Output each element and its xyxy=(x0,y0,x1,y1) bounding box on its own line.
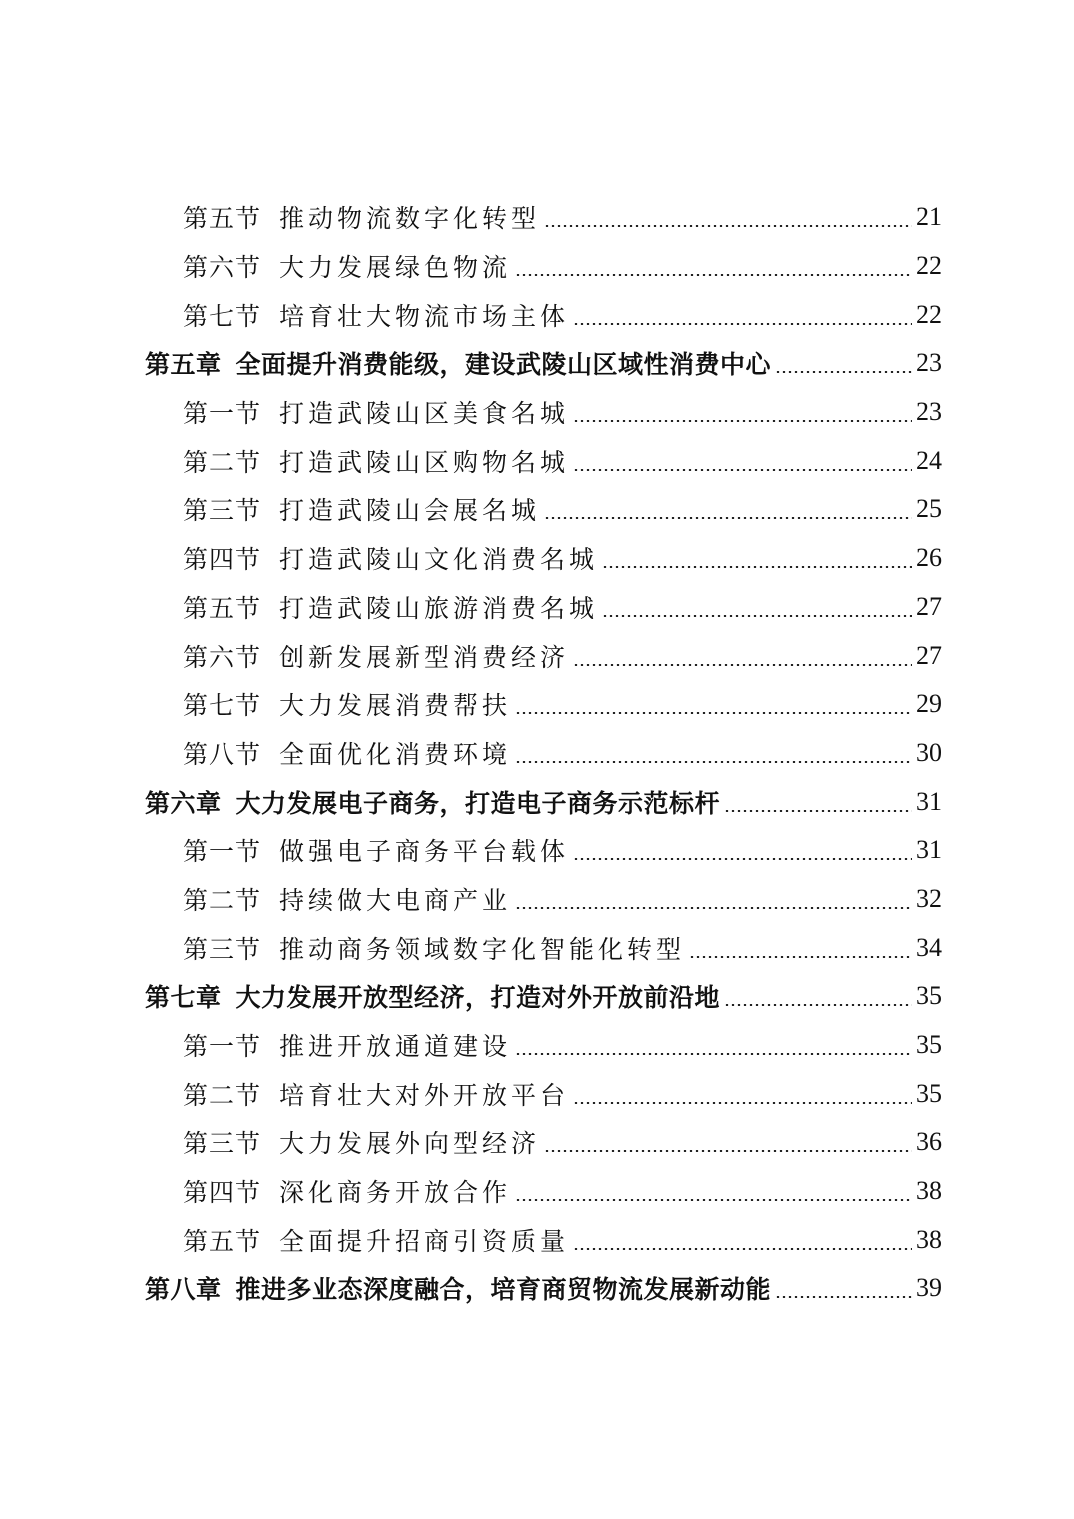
toc-section-entry[interactable] xyxy=(0,1167,1074,1216)
toc-entry-page: 21 xyxy=(916,202,942,232)
toc-entry-page: 27 xyxy=(916,591,942,621)
dot-leader xyxy=(724,810,912,812)
toc-entry-page: 25 xyxy=(916,494,942,524)
toc-section-entry[interactable] xyxy=(0,680,1074,729)
toc-entry-title: 推动物流数字化转型 xyxy=(279,204,541,234)
toc-entry-label xyxy=(183,638,569,674)
toc-entry-label xyxy=(183,199,540,235)
dot-leader xyxy=(515,1199,912,1201)
toc-entry-number: 第二节 xyxy=(183,1080,262,1110)
toc-entry-number: 第五节 xyxy=(183,593,262,623)
toc-entry-label xyxy=(183,1222,569,1258)
dot-leader xyxy=(573,858,912,860)
toc-entry-page: 39 xyxy=(916,1273,942,1303)
toc-entry-title: 做强电子商务平台载体 xyxy=(279,837,570,867)
table-of-contents xyxy=(0,193,1074,1313)
toc-entry-label xyxy=(145,978,720,1014)
toc-entry-number: 第六节 xyxy=(183,253,262,283)
toc-entry-label xyxy=(183,1173,511,1209)
dot-leader xyxy=(602,566,912,568)
toc-entry-title: 全面提升消费能级，建设武陵山区域性消费中心 xyxy=(235,350,772,380)
toc-entry-number: 第一节 xyxy=(183,837,262,867)
toc-section-entry[interactable] xyxy=(0,534,1074,583)
toc-entry-label xyxy=(145,345,771,381)
toc-entry-label xyxy=(183,491,540,527)
toc-entry-number: 第一节 xyxy=(183,399,262,429)
toc-entry-number: 第三节 xyxy=(183,1129,262,1159)
toc-entry-title: 持续做大电商产业 xyxy=(279,885,512,915)
toc-entry-number: 第四节 xyxy=(183,545,262,575)
toc-entry-number: 第四节 xyxy=(183,1178,262,1208)
toc-entry-label xyxy=(183,394,569,430)
toc-entry-title: 大力发展开放型经济，打造对外开放前沿地 xyxy=(235,983,721,1013)
toc-entry-label xyxy=(145,784,720,820)
dot-leader xyxy=(515,1053,912,1055)
toc-entry-page: 38 xyxy=(916,1224,942,1254)
toc-entry-number: 第一节 xyxy=(183,1032,262,1062)
toc-entry-number: 第六章 xyxy=(145,788,222,818)
dot-leader xyxy=(515,274,912,276)
toc-section-entry[interactable] xyxy=(0,1118,1074,1167)
toc-entry-page: 27 xyxy=(916,640,942,670)
toc-section-entry[interactable] xyxy=(0,923,1074,972)
toc-section-entry[interactable] xyxy=(0,485,1074,534)
toc-entry-page: 35 xyxy=(916,981,942,1011)
dot-leader xyxy=(775,1296,912,1298)
toc-entry-number: 第七节 xyxy=(183,691,262,721)
toc-section-entry[interactable] xyxy=(0,1021,1074,1070)
toc-entry-page: 22 xyxy=(916,299,942,329)
dot-leader xyxy=(515,761,912,763)
toc-entry-number: 第二节 xyxy=(183,447,262,477)
toc-entry-page: 38 xyxy=(916,1176,942,1206)
toc-entry-title: 大力发展外向型经济 xyxy=(279,1129,541,1159)
toc-entry-number: 第五章 xyxy=(145,350,222,380)
toc-chapter-entry[interactable] xyxy=(0,972,1074,1021)
toc-entry-title: 打造武陵山区美食名城 xyxy=(279,399,570,429)
toc-entry-title: 全面优化消费环境 xyxy=(279,739,512,769)
toc-section-entry[interactable] xyxy=(0,583,1074,632)
toc-entry-label xyxy=(183,1076,569,1112)
toc-entry-page: 26 xyxy=(916,543,942,573)
dot-leader xyxy=(544,1150,912,1152)
dot-leader xyxy=(573,1102,912,1104)
toc-entry-label xyxy=(183,686,511,722)
toc-section-entry[interactable] xyxy=(0,388,1074,437)
toc-section-entry[interactable] xyxy=(0,1215,1074,1264)
dot-leader xyxy=(573,420,912,422)
toc-entry-label xyxy=(183,735,511,771)
toc-entry-label xyxy=(145,1270,771,1306)
dot-leader xyxy=(573,1248,912,1250)
toc-section-entry[interactable] xyxy=(0,631,1074,680)
dot-leader xyxy=(689,956,912,958)
toc-section-entry[interactable] xyxy=(0,729,1074,778)
toc-entry-title: 大力发展绿色物流 xyxy=(279,253,512,283)
dot-leader xyxy=(724,1004,912,1006)
dot-leader xyxy=(573,469,912,471)
toc-entry-label xyxy=(183,297,569,333)
toc-entry-page: 24 xyxy=(916,445,942,475)
toc-entry-page: 32 xyxy=(916,883,942,913)
toc-section-entry[interactable] xyxy=(0,436,1074,485)
toc-entry-title: 打造武陵山会展名城 xyxy=(279,496,541,526)
toc-section-entry[interactable] xyxy=(0,826,1074,875)
toc-entry-page: 34 xyxy=(916,932,942,962)
toc-section-entry[interactable] xyxy=(0,242,1074,291)
toc-entry-title: 推进开放通道建设 xyxy=(279,1032,512,1062)
toc-entry-title: 推进多业态深度融合，培育商贸物流发展新动能 xyxy=(235,1275,772,1305)
dot-leader xyxy=(515,907,912,909)
toc-entry-label xyxy=(183,1124,540,1160)
dot-leader xyxy=(602,615,912,617)
dot-leader xyxy=(573,323,912,325)
toc-entry-page: 31 xyxy=(916,786,942,816)
toc-entry-number: 第八章 xyxy=(145,1275,222,1305)
toc-entry-title: 全面提升招商引资质量 xyxy=(279,1226,570,1256)
toc-entry-title: 大力发展电子商务，打造电子商务示范标杆 xyxy=(235,788,721,818)
dot-leader xyxy=(544,225,912,227)
toc-entry-page: 35 xyxy=(916,1030,942,1060)
toc-entry-page: 29 xyxy=(916,689,942,719)
toc-entry-title: 打造武陵山旅游消费名城 xyxy=(279,593,599,623)
toc-section-entry[interactable] xyxy=(0,1069,1074,1118)
toc-entry-page: 36 xyxy=(916,1127,942,1157)
toc-entry-label xyxy=(183,589,598,625)
toc-entry-title: 培育壮大对外开放平台 xyxy=(279,1080,570,1110)
toc-section-entry[interactable] xyxy=(0,875,1074,924)
toc-entry-title: 打造武陵山文化消费名城 xyxy=(279,545,599,575)
toc-entry-page: 30 xyxy=(916,737,942,767)
toc-entry-label xyxy=(183,540,598,576)
toc-entry-title: 深化商务开放合作 xyxy=(279,1178,512,1208)
dot-leader xyxy=(775,371,912,373)
toc-entry-title: 培育壮大物流市场主体 xyxy=(279,301,570,331)
toc-entry-label xyxy=(183,1027,511,1063)
toc-entry-title: 打造武陵山区购物名城 xyxy=(279,447,570,477)
dot-leader xyxy=(573,664,912,666)
toc-entry-label xyxy=(183,881,511,917)
toc-entry-page: 35 xyxy=(916,1078,942,1108)
toc-entry-page: 23 xyxy=(916,348,942,378)
toc-entry-label xyxy=(183,443,569,479)
toc-chapter-entry[interactable] xyxy=(0,777,1074,826)
toc-entry-page: 23 xyxy=(916,397,942,427)
toc-entry-page: 31 xyxy=(916,835,942,865)
toc-entry-number: 第三节 xyxy=(183,496,262,526)
toc-entry-number: 第六节 xyxy=(183,642,262,672)
toc-entry-number: 第五节 xyxy=(183,1226,262,1256)
toc-entry-label xyxy=(183,832,569,868)
toc-entry-label xyxy=(183,248,511,284)
toc-entry-number: 第三节 xyxy=(183,934,262,964)
toc-section-entry[interactable] xyxy=(0,290,1074,339)
toc-entry-number: 第七章 xyxy=(145,983,222,1013)
toc-chapter-entry[interactable] xyxy=(0,339,1074,388)
toc-entry-title: 创新发展新型消费经济 xyxy=(279,642,570,672)
toc-entry-title: 推动商务领域数字化智能化转型 xyxy=(279,934,686,964)
dot-leader xyxy=(544,517,912,519)
toc-entry-page: 22 xyxy=(916,251,942,281)
toc-entry-number: 第二节 xyxy=(183,885,262,915)
toc-entry-number: 第七节 xyxy=(183,301,262,331)
toc-section-entry[interactable] xyxy=(0,193,1074,242)
toc-entry-label xyxy=(183,930,685,966)
toc-entry-number: 第八节 xyxy=(183,739,262,769)
toc-entry-number: 第五节 xyxy=(183,204,262,234)
toc-entry-title: 大力发展消费帮扶 xyxy=(279,691,512,721)
dot-leader xyxy=(515,712,912,714)
toc-chapter-entry[interactable] xyxy=(0,1264,1074,1313)
